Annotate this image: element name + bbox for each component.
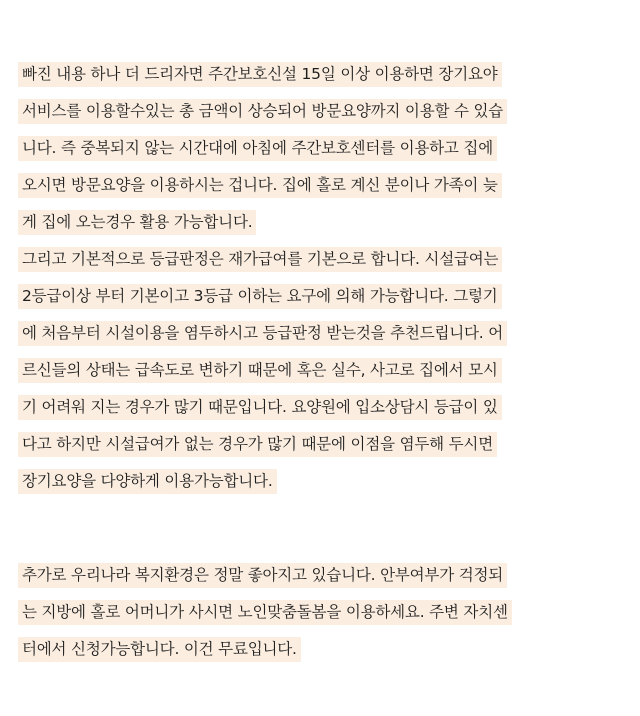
highlighted-text: 서비스를 이용할수있는 총 금액이 상승되어 방문요양까지 이용할 수 있습: [18, 99, 507, 124]
text-line: [18, 631, 624, 668]
highlighted-text: 터에서 신청가능합니다. 이건 무료입니다.: [18, 637, 301, 662]
text-line: [18, 594, 624, 631]
text-line: [18, 278, 624, 315]
paragraph-welfare-service: [18, 557, 624, 668]
highlighted-text: 니다. 즉 중복되지 않는 시간대에 아침에 주간보호센터를 이용하고 집에: [18, 136, 497, 161]
highlighted-text: 추가로 우리나라 복지환경은 정말 좋아지고 있습니다. 안부여부가 걱정되: [18, 563, 507, 588]
text-line: [18, 130, 624, 167]
text-line: [18, 426, 624, 463]
highlighted-text: 오시면 방문요양을 이용하시는 겁니다. 집에 홀로 계신 분이나 가족이 늦: [18, 173, 502, 198]
highlighted-text: 기 어려워 지는 경우가 많기 때문입니다. 요양원에 입소상담시 등급이 있: [18, 395, 502, 420]
text-line: [18, 389, 624, 426]
highlighted-text: 다고 하지만 시설급여가 없는 경우가 많기 때문에 이점을 염두해 두시면: [18, 432, 497, 457]
highlighted-text: 2등급이상 부터 기본이고 3등급 이하는 요구에 의해 가능합니다. 그렇기: [18, 284, 502, 309]
highlighted-text: 빠진 내용 하나 더 드리자면 주간보호신설 15일 이상 이용하면 장기요야: [18, 62, 502, 87]
text-line: [18, 463, 624, 500]
text-line: [18, 315, 624, 352]
highlighted-text: 게 집에 오는경우 활용 가능합니다.: [18, 210, 256, 235]
text-line: [18, 93, 624, 130]
highlighted-text: 는 지방에 홀로 어머니가 사시면 노인맞춤돌봄을 이용하세요. 주변 자치센: [18, 600, 512, 625]
highlighted-text: 그리고 기본적으로 등급판정은 재가급여를 기본으로 합니다. 시설급여는: [18, 247, 502, 272]
text-line: [18, 167, 624, 204]
highlighted-text: 에 처음부터 시설이용을 염두하시고 등급판정 받는것을 추천드립니다. 어: [18, 321, 507, 346]
text-line: [18, 557, 624, 594]
text-line: [18, 56, 624, 93]
highlighted-text: 르신들의 상태는 급속도로 변하기 때문에 혹은 실수, 사고로 집에서 모시: [18, 358, 502, 383]
text-line: [18, 241, 624, 278]
paragraph-short-term-care: [18, 56, 624, 241]
text-line: [18, 352, 624, 389]
highlighted-text: 장기요양을 다양하게 이용가능합니다.: [18, 469, 277, 494]
paragraph-grade-assessment: [18, 241, 624, 500]
text-line: [18, 204, 624, 241]
